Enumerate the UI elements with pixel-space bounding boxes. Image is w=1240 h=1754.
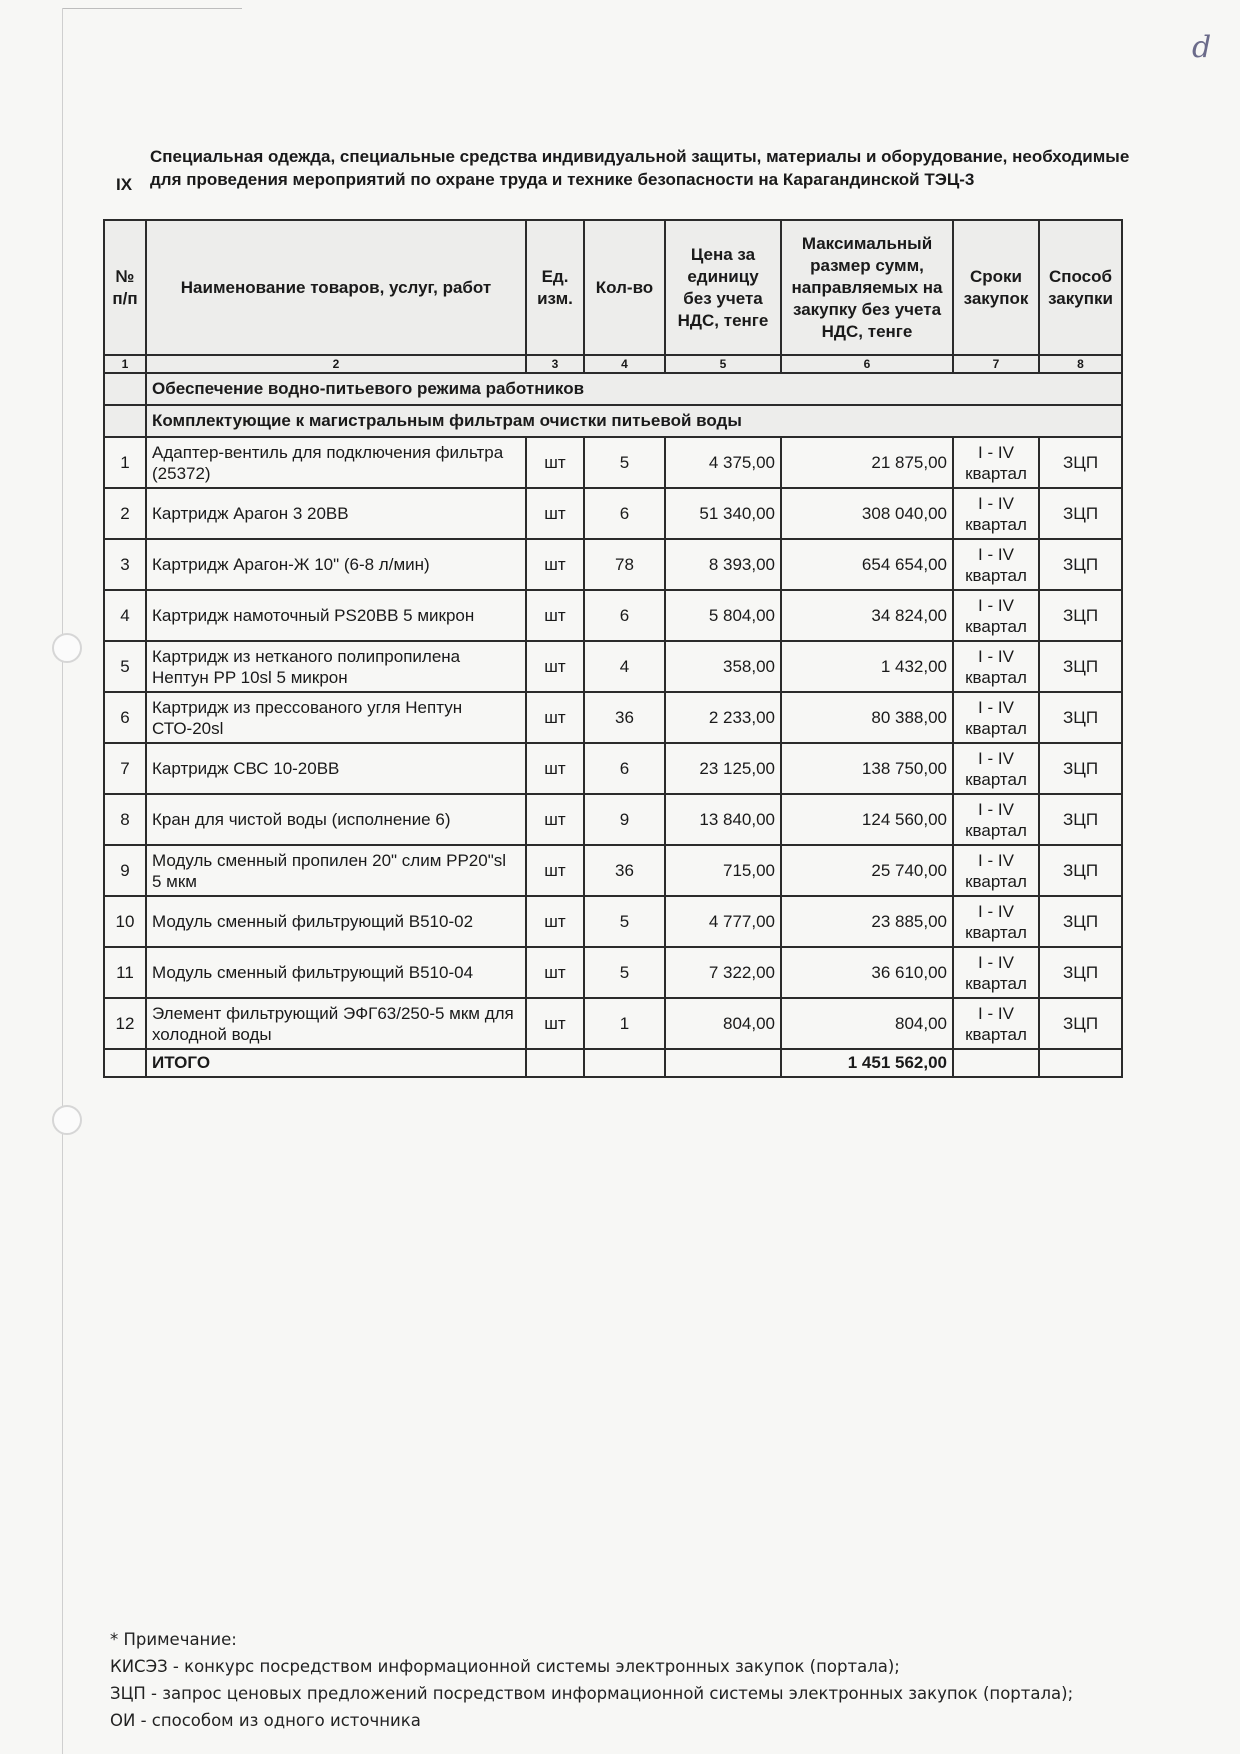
- cell-procurement-term: I - IV квартал: [953, 641, 1039, 692]
- cell-procurement-term: I - IV квартал: [953, 998, 1039, 1049]
- cell-procurement-method: ЗЦП: [1039, 488, 1122, 539]
- cell-item-name: Картридж намоточный PS20BB 5 микрон: [146, 590, 526, 641]
- cell-procurement-method: ЗЦП: [1039, 794, 1122, 845]
- cell-max-sum: 23 885,00: [781, 896, 953, 947]
- column-number: 1: [104, 355, 146, 373]
- cell-procurement-term: I - IV квартал: [953, 437, 1039, 488]
- cell-quantity: 6: [584, 488, 665, 539]
- section-number: IX: [116, 175, 133, 194]
- cell-item-name: Картридж из нетканого полипропилена Нептун PP 10sl 5 микрон: [146, 641, 526, 692]
- cell-unit-price: 23 125,00: [665, 743, 781, 794]
- table-row: [104, 947, 1122, 998]
- table-row: [104, 692, 1122, 743]
- header-cell-method: Способ закупки: [1039, 220, 1122, 355]
- cell-unit: шт: [526, 437, 584, 488]
- cell-max-sum: 654 654,00: [781, 539, 953, 590]
- column-number: 5: [665, 355, 781, 373]
- cell-max-sum: 21 875,00: [781, 437, 953, 488]
- cell-unit-price: 7 322,00: [665, 947, 781, 998]
- cell-item-name: Элемент фильтрующий ЭФГ63/250-5 мкм для холодной воды: [146, 998, 526, 1049]
- cell-quantity: 78: [584, 539, 665, 590]
- header-row: [104, 220, 1122, 355]
- column-number: 6: [781, 355, 953, 373]
- cell-item-name: Модуль сменный фильтрующий В510-02: [146, 896, 526, 947]
- cell-max-sum: 36 610,00: [781, 947, 953, 998]
- cell-procurement-term: I - IV квартал: [953, 539, 1039, 590]
- table-row: [104, 641, 1122, 692]
- cell-quantity: 1: [584, 998, 665, 1049]
- cell-item-name: Модуль сменный пропилен 20" слим PP20"sl 5 мкм: [146, 845, 526, 896]
- total-row: [104, 1049, 1122, 1077]
- cell-procurement-term: I - IV квартал: [953, 488, 1039, 539]
- cell-procurement-term: I - IV квартал: [953, 692, 1039, 743]
- cell-unit-price: 5 804,00: [665, 590, 781, 641]
- cell-unit-price: 4 375,00: [665, 437, 781, 488]
- cell-unit-price: 51 340,00: [665, 488, 781, 539]
- cell-quantity: 5: [584, 947, 665, 998]
- cell-quantity: 36: [584, 845, 665, 896]
- empty-cell: [665, 1049, 781, 1077]
- cell-row-number: 8: [104, 794, 146, 845]
- cell-unit: шт: [526, 794, 584, 845]
- cell-unit: шт: [526, 998, 584, 1049]
- header-cell-qty: Кол-во: [584, 220, 665, 355]
- left-border-line: [62, 8, 63, 1754]
- header-cell-price: Цена за единицу без учета НДС, тенге: [665, 220, 781, 355]
- empty-cell: [584, 1049, 665, 1077]
- cell-unit: шт: [526, 947, 584, 998]
- cell-item-name: Картридж из прессованого угля Нептун СТО-20sl: [146, 692, 526, 743]
- cell-item-name: Картридж СВС 10-20ВВ: [146, 743, 526, 794]
- cell-unit: шт: [526, 845, 584, 896]
- cell-quantity: 9: [584, 794, 665, 845]
- punch-hole-lower: [52, 1105, 82, 1135]
- footnote-line-oi: ОИ - способом из одного источника: [110, 1711, 421, 1730]
- table-row: [104, 845, 1122, 896]
- cell-unit: шт: [526, 743, 584, 794]
- section-title: Специальная одежда, специальные средства индивидуальной защиты, материалы и оборудование, необходимые для проведения мероприятий по охране труда и технике безопасности на Карагандинской ТЭЦ-3: [150, 147, 1130, 189]
- cell-procurement-method: ЗЦП: [1039, 743, 1122, 794]
- cell-procurement-term: I - IV квартал: [953, 794, 1039, 845]
- cell-quantity: 5: [584, 896, 665, 947]
- column-number: 3: [526, 355, 584, 373]
- column-number: 4: [584, 355, 665, 373]
- empty-cell: [1039, 1049, 1122, 1077]
- cell-quantity: 4: [584, 641, 665, 692]
- empty-cell: [104, 1049, 146, 1077]
- total-label: ИТОГО: [146, 1049, 526, 1077]
- header-cell-name: Наименование товаров, услуг, работ: [146, 220, 526, 355]
- handwritten-page-mark: d: [1192, 30, 1212, 65]
- cell-procurement-method: ЗЦП: [1039, 896, 1122, 947]
- cell-unit-price: 13 840,00: [665, 794, 781, 845]
- group-row-water-regime: [104, 373, 1122, 405]
- cell-max-sum: 34 824,00: [781, 590, 953, 641]
- cell-procurement-method: ЗЦП: [1039, 539, 1122, 590]
- cell-unit-price: 8 393,00: [665, 539, 781, 590]
- column-number: 7: [953, 355, 1039, 373]
- cell-procurement-method: ЗЦП: [1039, 947, 1122, 998]
- cell-procurement-method: ЗЦП: [1039, 590, 1122, 641]
- cell-row-number: 12: [104, 998, 146, 1049]
- cell-max-sum: 25 740,00: [781, 845, 953, 896]
- table-row: [104, 590, 1122, 641]
- cell-unit: шт: [526, 641, 584, 692]
- cell-row-number: 11: [104, 947, 146, 998]
- cell-quantity: 5: [584, 437, 665, 488]
- cell-row-number: 7: [104, 743, 146, 794]
- cell-row-number: 1: [104, 437, 146, 488]
- column-number: 2: [146, 355, 526, 373]
- footnote-title: * Примечание:: [110, 1630, 237, 1649]
- cell-row-number: 9: [104, 845, 146, 896]
- table-row: [104, 437, 1122, 488]
- cell-unit-price: 804,00: [665, 998, 781, 1049]
- cell-quantity: 6: [584, 590, 665, 641]
- cell-unit-price: 715,00: [665, 845, 781, 896]
- group-title: Обеспечение водно-питьевого режима работников: [146, 373, 1122, 405]
- column-number: 8: [1039, 355, 1122, 373]
- group-row-filter-components: [104, 405, 1122, 437]
- cell-procurement-term: I - IV квартал: [953, 743, 1039, 794]
- cell-quantity: 36: [584, 692, 665, 743]
- procurement-table: [103, 219, 1123, 1078]
- cell-unit-price: 4 777,00: [665, 896, 781, 947]
- table-row: [104, 743, 1122, 794]
- cell-procurement-term: I - IV квартал: [953, 590, 1039, 641]
- cell-procurement-method: ЗЦП: [1039, 845, 1122, 896]
- empty-cell: [953, 1049, 1039, 1077]
- cell-row-number: 2: [104, 488, 146, 539]
- cell-item-name: Картридж Арагон 3 20ВВ: [146, 488, 526, 539]
- cell-procurement-method: ЗЦП: [1039, 641, 1122, 692]
- cell-procurement-method: ЗЦП: [1039, 692, 1122, 743]
- top-border-line: [62, 8, 242, 9]
- cell-procurement-method: ЗЦП: [1039, 437, 1122, 488]
- total-sum: 1 451 562,00: [781, 1049, 953, 1077]
- table-row: [104, 488, 1122, 539]
- cell-row-number: 4: [104, 590, 146, 641]
- cell-max-sum: 124 560,00: [781, 794, 953, 845]
- cell-max-sum: 80 388,00: [781, 692, 953, 743]
- cell-item-name: Кран для чистой воды (исполнение 6): [146, 794, 526, 845]
- cell-item-name: Адаптер-вентиль для подключения фильтра (25372): [146, 437, 526, 488]
- cell-row-number: 5: [104, 641, 146, 692]
- header-cell-unit: Ед. изм.: [526, 220, 584, 355]
- column-number-row: [104, 355, 1122, 373]
- cell-unit-price: 358,00: [665, 641, 781, 692]
- cell-procurement-method: ЗЦП: [1039, 998, 1122, 1049]
- header-cell-number: № п/п: [104, 220, 146, 355]
- cell-row-number: 6: [104, 692, 146, 743]
- cell-row-number: 10: [104, 896, 146, 947]
- header-cell-sum: Максимальный размер сумм, направляемых на закупку без учета НДС, тенге: [781, 220, 953, 355]
- cell-row-number: 3: [104, 539, 146, 590]
- table-row: [104, 998, 1122, 1049]
- cell-unit: шт: [526, 896, 584, 947]
- table-row: [104, 896, 1122, 947]
- cell-unit: шт: [526, 692, 584, 743]
- cell-item-name: Модуль сменный фильтрующий В510-04: [146, 947, 526, 998]
- punch-hole-upper: [52, 633, 82, 663]
- footnote-line-kisez: КИСЭЗ - конкурс посредством информационной системы электронных закупок (портала);: [110, 1657, 900, 1676]
- cell-unit: шт: [526, 539, 584, 590]
- cell-unit: шт: [526, 590, 584, 641]
- cell-max-sum: 804,00: [781, 998, 953, 1049]
- cell-max-sum: 138 750,00: [781, 743, 953, 794]
- table-row: [104, 794, 1122, 845]
- cell-unit-price: 2 233,00: [665, 692, 781, 743]
- cell-unit: шт: [526, 488, 584, 539]
- group-title: Комплектующие к магистральным фильтрам очистки питьевой воды: [146, 405, 1122, 437]
- cell-item-name: Картридж Арагон-Ж 10" (6-8 л/мин): [146, 539, 526, 590]
- cell-procurement-term: I - IV квартал: [953, 845, 1039, 896]
- cell-quantity: 6: [584, 743, 665, 794]
- empty-cell: [526, 1049, 584, 1077]
- footnote-line-zcp: ЗЦП - запрос ценовых предложений посредством информационной системы электронных закупок (портала);: [110, 1684, 1074, 1703]
- cell-procurement-term: I - IV квартал: [953, 896, 1039, 947]
- footnote: [110, 1626, 1073, 1734]
- table-row: [104, 539, 1122, 590]
- header-cell-term: Сроки закупок: [953, 220, 1039, 355]
- cell-max-sum: 308 040,00: [781, 488, 953, 539]
- cell-procurement-term: I - IV квартал: [953, 947, 1039, 998]
- cell-max-sum: 1 432,00: [781, 641, 953, 692]
